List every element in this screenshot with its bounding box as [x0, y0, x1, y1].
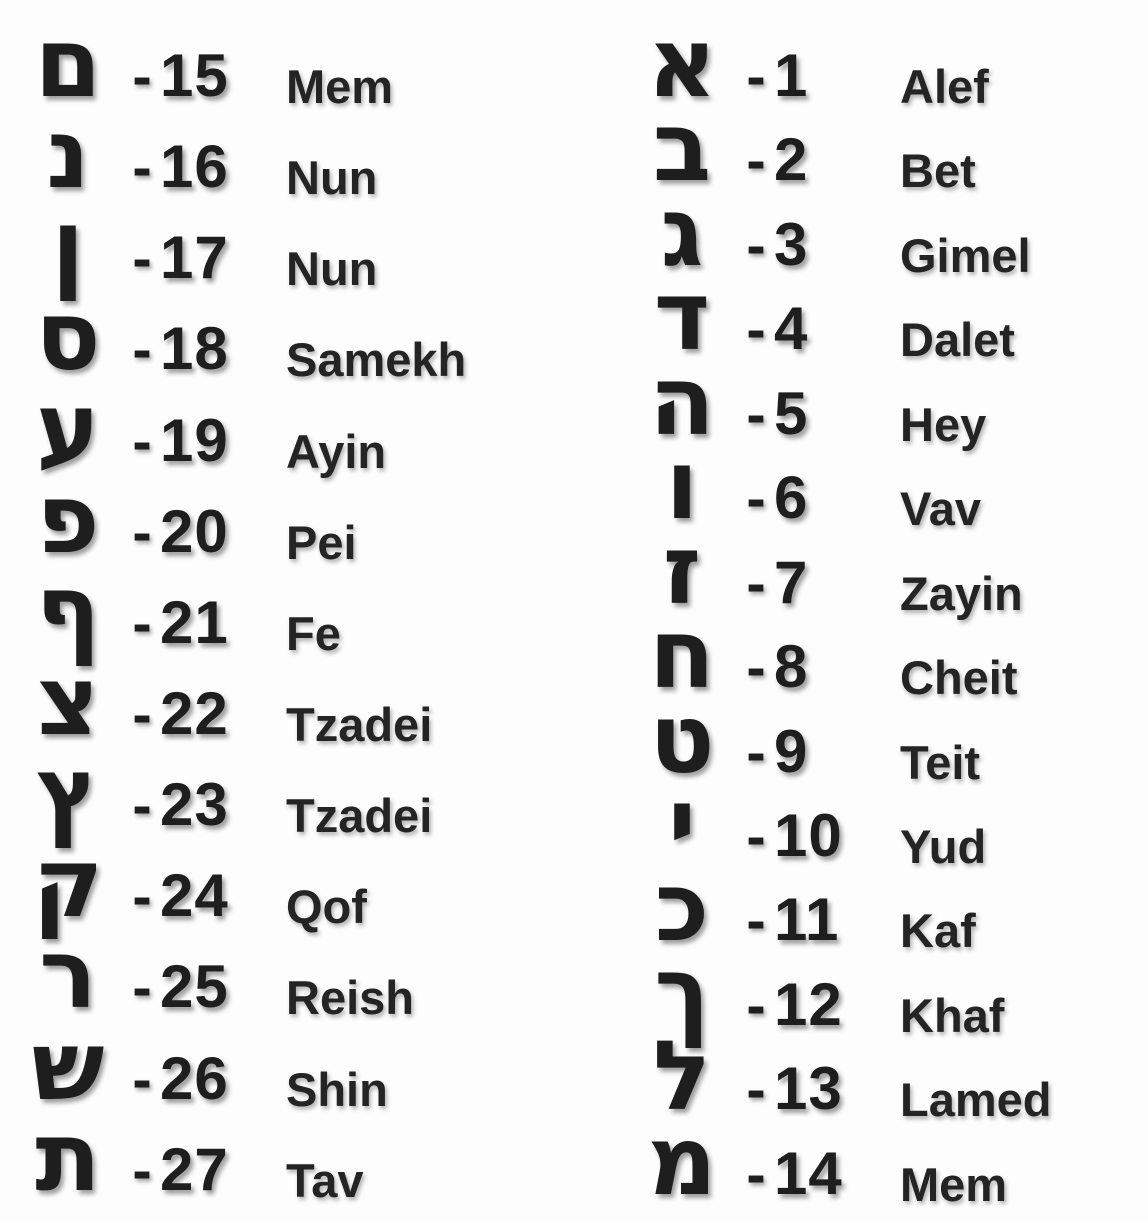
letter-number: 5 — [774, 379, 809, 447]
letter-name: Shin — [286, 1062, 388, 1116]
letter-name: Pei — [286, 515, 357, 569]
alphabet-row — [12, 1009, 574, 1122]
dash-separator: - — [132, 44, 152, 109]
letter-name: Yud — [900, 819, 987, 873]
hebrew-letter: כ — [654, 851, 710, 964]
alphabet-row — [626, 1020, 1148, 1133]
alphabet-row — [12, 280, 574, 393]
letter-name: Gimel — [900, 228, 1031, 282]
dash-separator: - — [746, 466, 766, 532]
dash-separator: - — [746, 44, 766, 109]
letter-name: Dalet — [900, 313, 1015, 367]
hebrew-letter: ז — [662, 513, 702, 626]
letter-number: 8 — [774, 633, 809, 701]
hebrew-letter: ע — [36, 371, 100, 484]
hebrew-letter: ד — [653, 260, 711, 373]
hebrew-letter: ח — [649, 598, 715, 711]
dash-separator: - — [746, 719, 766, 785]
alphabet-row — [12, 1100, 574, 1213]
alphabet-column-right — [574, 0, 1148, 1221]
letter-number: 19 — [160, 406, 229, 474]
letter-number: 7 — [774, 548, 809, 616]
hebrew-letter: א — [647, 7, 717, 119]
hebrew-letter: נ — [46, 98, 90, 211]
hebrew-letter: ץ — [36, 736, 100, 849]
hebrew-letter: ר — [39, 918, 97, 1031]
letter-name: Teit — [900, 735, 981, 789]
dash-separator: - — [132, 499, 152, 565]
letter-number: 10 — [774, 801, 843, 869]
dash-separator: - — [132, 135, 152, 201]
letter-number: 9 — [774, 717, 809, 785]
letter-name: Nun — [286, 242, 378, 296]
alphabet-row — [12, 553, 574, 666]
alphabet-row — [12, 644, 574, 757]
dash-separator: - — [132, 1137, 152, 1203]
letter-name: Khaf — [900, 988, 1005, 1042]
dash-separator: - — [746, 1057, 766, 1123]
letter-number: 20 — [160, 497, 229, 565]
letter-name: Samekh — [286, 333, 467, 387]
dash-separator: - — [132, 681, 152, 747]
letter-name: Kaf — [900, 904, 976, 958]
letter-name: Reish — [286, 971, 414, 1025]
hebrew-letter: י — [667, 766, 697, 879]
letter-name: Tav — [286, 1153, 364, 1207]
dash-separator: - — [746, 803, 766, 869]
letter-number: 3 — [774, 210, 809, 278]
hebrew-letter: ג — [660, 175, 704, 288]
hebrew-letter: ק — [32, 827, 104, 940]
alphabet-row — [626, 1104, 1148, 1217]
hebrew-letter: ב — [652, 91, 712, 204]
alphabet-row — [626, 344, 1148, 457]
hebrew-letter: ש — [31, 1009, 105, 1122]
letter-number: 23 — [160, 771, 229, 839]
letter-name: Mem — [900, 1157, 1008, 1211]
dash-separator: - — [746, 297, 766, 363]
letter-number: 1 — [774, 42, 809, 109]
dash-separator: - — [132, 590, 152, 656]
hebrew-letter: ם — [34, 7, 102, 119]
letter-number: 16 — [160, 133, 229, 201]
alphabet-row — [12, 918, 574, 1031]
hebrew-letter: ל — [652, 1020, 712, 1133]
hebrew-letter: צ — [36, 644, 100, 757]
dash-separator: - — [746, 972, 766, 1038]
dash-separator: - — [746, 381, 766, 447]
alphabet-row — [626, 851, 1148, 964]
letter-name: Tzadei — [286, 697, 433, 751]
hebrew-letter: ט — [649, 682, 715, 795]
letter-name: Zayin — [900, 566, 1023, 620]
alphabet-row — [12, 462, 574, 575]
dash-separator: - — [132, 226, 152, 292]
letter-name: Cheit — [900, 651, 1018, 705]
hebrew-letter: פ — [36, 462, 100, 575]
letter-name: Fe — [286, 606, 341, 660]
hebrew-letter: ת — [35, 1100, 101, 1213]
dash-separator: - — [746, 888, 766, 954]
alphabet-row — [626, 91, 1148, 204]
hebrew-letter: ו — [665, 429, 699, 542]
letter-number: 26 — [160, 1044, 229, 1112]
alphabet-row — [12, 827, 574, 940]
alphabet-row — [626, 682, 1148, 795]
hebrew-letter: ך — [654, 935, 710, 1048]
dash-separator: - — [746, 1141, 766, 1207]
letter-name: Hey — [900, 397, 987, 451]
letter-number: 12 — [774, 970, 843, 1038]
dash-separator: - — [132, 408, 152, 474]
alphabet-row — [12, 7, 574, 119]
letter-number: 17 — [160, 224, 229, 292]
hebrew-letter: ף — [35, 553, 101, 666]
hebrew-letter: ן — [51, 189, 85, 302]
letter-number: 13 — [774, 1055, 843, 1123]
dash-separator: - — [132, 317, 152, 383]
dash-separator: - — [132, 955, 152, 1021]
letter-name: Tzadei — [286, 789, 433, 843]
letter-number: 15 — [160, 42, 229, 109]
alphabet-row — [12, 371, 574, 484]
hebrew-letter: מ — [647, 1104, 717, 1217]
letter-number: 14 — [774, 1139, 843, 1207]
dash-separator: - — [132, 864, 152, 930]
hebrew-letter: ס — [35, 280, 101, 393]
letter-name: Ayin — [286, 424, 387, 478]
dash-separator: - — [746, 128, 766, 194]
hebrew-letter: ה — [649, 344, 715, 457]
dash-separator: - — [132, 773, 152, 839]
alphabet-row — [626, 429, 1148, 542]
letter-number: 24 — [160, 862, 229, 930]
letter-number: 4 — [774, 295, 809, 363]
letter-name: Bet — [900, 144, 976, 198]
dash-separator: - — [746, 635, 766, 701]
letter-name: Nun — [286, 151, 378, 205]
dash-separator: - — [746, 550, 766, 616]
dash-separator: - — [746, 212, 766, 278]
alphabet-row — [12, 98, 574, 211]
alphabet-row — [626, 260, 1148, 373]
letter-number: 27 — [160, 1135, 229, 1203]
letter-number: 6 — [774, 464, 809, 532]
letter-number: 18 — [160, 315, 229, 383]
letter-name: Mem — [286, 60, 394, 113]
letter-name: Qof — [286, 880, 367, 934]
letter-name: Vav — [900, 482, 982, 536]
alphabet-row — [12, 189, 574, 302]
letter-number: 2 — [774, 126, 809, 194]
dash-separator: - — [132, 1046, 152, 1112]
letter-number: 25 — [160, 953, 229, 1021]
letter-name: Alef — [900, 60, 989, 113]
letter-number: 21 — [160, 588, 229, 656]
alphabet-row — [12, 736, 574, 849]
alphabet-row — [626, 598, 1148, 711]
letter-number: 11 — [774, 886, 840, 954]
letter-name: Lamed — [900, 1073, 1052, 1127]
letter-number: 22 — [160, 679, 229, 747]
